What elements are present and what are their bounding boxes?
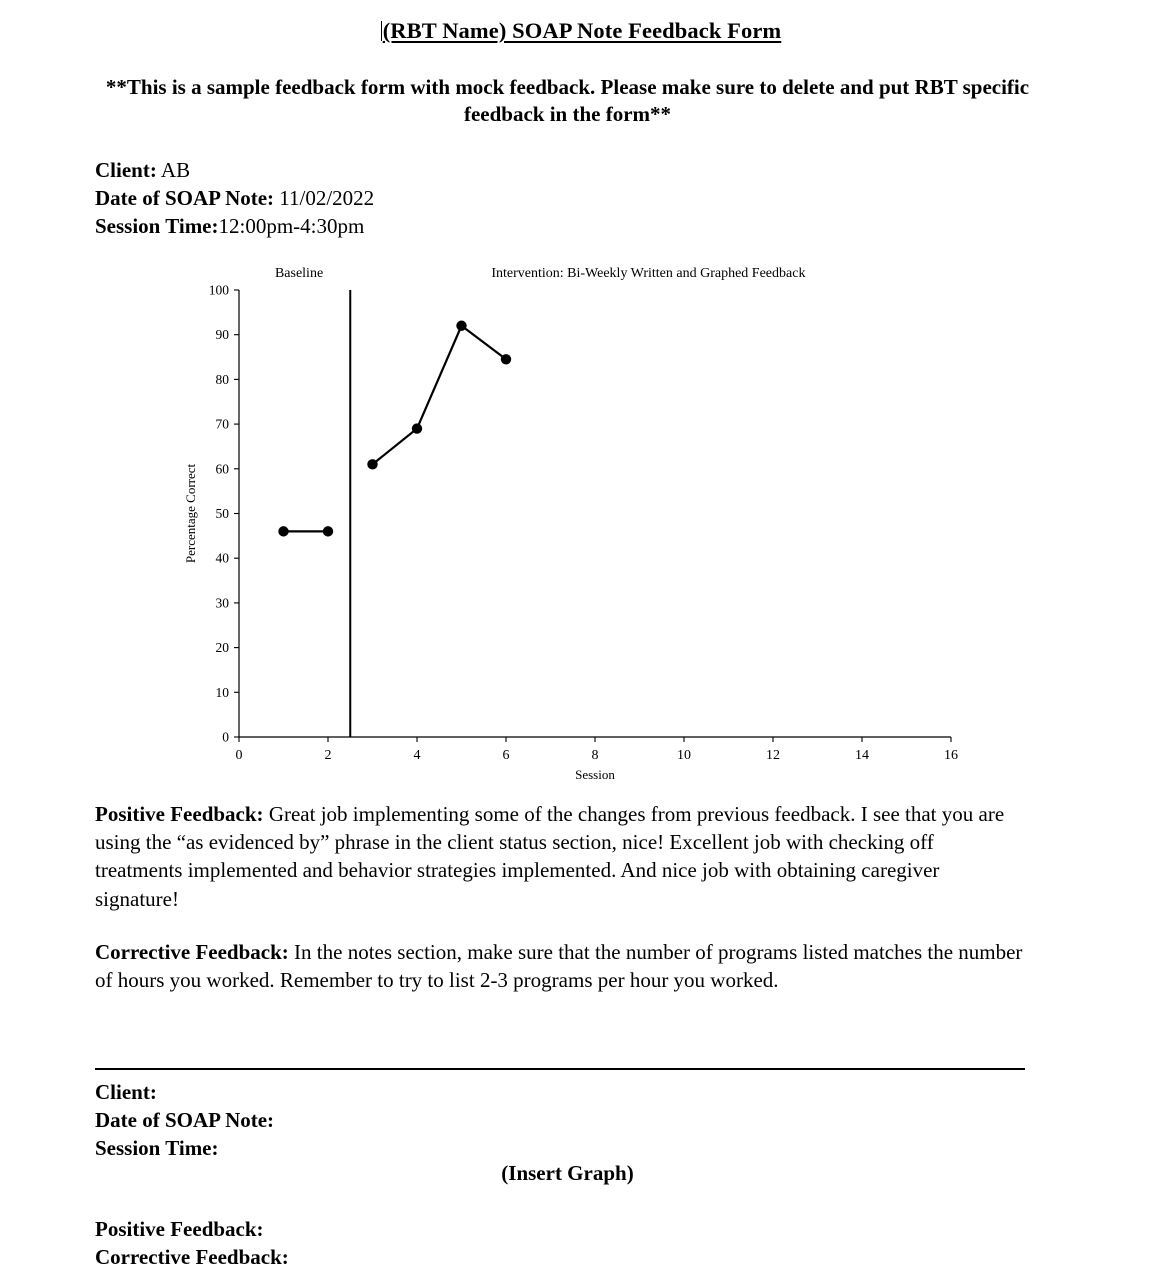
- y-tick-label: 60: [215, 461, 229, 477]
- page-title-text: (RBT Name) SOAP Note Feedback Form: [382, 18, 782, 43]
- date-row: [95, 185, 374, 213]
- chart-canvas: [0, 258, 1010, 793]
- positive-feedback-text: Great job implementing some of the changes from previous feedback. I see that you are using the “as evidenced by” phrase in the client status section, nice! Excellent job with checking off treatments implemented and behavior strategies implemented. And nice job with obtaining caregiver signature!: [95, 802, 1005, 911]
- y-tick-label: 30: [215, 595, 229, 611]
- y-tick-label: 80: [215, 371, 229, 387]
- client-info-block: [95, 157, 374, 241]
- corrective-feedback-text: In the notes section, make sure that the number of programs listed matches the number of hours you worked. Remember to try to list 2-3 programs per hour you worked.: [95, 940, 1023, 993]
- blank-client-label: Client:: [95, 1080, 157, 1104]
- x-tick-label: 4: [413, 748, 421, 763]
- blank-date-label: Date of SOAP Note:: [95, 1107, 275, 1132]
- page-title: [0, 18, 1162, 43]
- y-tick-label: 20: [215, 640, 229, 656]
- phase-label-1: Baseline: [274, 266, 324, 281]
- sample-disclaimer: **This is a sample feedback form with mock feedback. Please make sure to delete and put RBT specific feedback in the form**: [105, 75, 1030, 126]
- session-time-value: 12:00pm-4:30pm: [218, 213, 365, 238]
- x-tick-label: 16: [944, 748, 958, 763]
- session-time-label: Session Time:: [95, 213, 219, 238]
- blank-session-time-label: Session Time:: [95, 1135, 219, 1160]
- y-axis-title: Percentage Correct: [183, 463, 198, 564]
- y-tick-label: 40: [215, 550, 229, 566]
- data-point: [501, 354, 511, 364]
- y-tick-label: 90: [215, 327, 229, 343]
- data-point: [412, 423, 422, 433]
- client-label: Client:: [95, 158, 157, 182]
- progress-chart: [0, 258, 1010, 793]
- x-tick-label: 10: [677, 748, 691, 763]
- session-time-row: [95, 213, 374, 241]
- insert-graph-placeholder: (Insert Graph): [501, 1161, 634, 1185]
- y-tick-label: 0: [222, 729, 229, 745]
- y-tick-label: 50: [215, 506, 229, 521]
- client-row: [95, 157, 374, 185]
- x-tick-label: 12: [766, 748, 780, 763]
- x-tick-label: 0: [235, 748, 243, 763]
- blank-positive-feedback-label: Positive Feedback:: [95, 1217, 264, 1241]
- section-divider: [95, 1068, 1025, 1070]
- text-caret: [381, 21, 382, 41]
- data-point: [456, 321, 466, 331]
- series-line-2: [373, 326, 507, 465]
- date-label: Date of SOAP Note:: [95, 185, 275, 210]
- x-axis-title: Session: [575, 767, 615, 782]
- positive-feedback-label: Positive Feedback:: [95, 802, 264, 826]
- date-value: 11/02/2022: [279, 185, 375, 210]
- x-tick-label: 8: [591, 748, 599, 763]
- y-tick-label: 70: [215, 416, 229, 432]
- y-tick-label: 100: [208, 282, 229, 298]
- blank-corrective-feedback-label: Corrective Feedback:: [95, 1244, 289, 1269]
- positive-feedback-paragraph: [95, 800, 1025, 913]
- x-tick-label: 2: [324, 748, 332, 763]
- client-value: AB: [160, 158, 191, 182]
- phase-label-2: Intervention: Bi-Weekly Written and Graphed Feedback: [491, 266, 806, 281]
- data-point: [367, 459, 377, 469]
- data-point: [323, 526, 333, 536]
- corrective-feedback-label: Corrective Feedback:: [95, 940, 289, 964]
- data-point: [278, 526, 288, 536]
- x-tick-label: 6: [502, 748, 510, 763]
- corrective-feedback-paragraph: [95, 938, 1025, 994]
- x-tick-label: 14: [855, 748, 869, 763]
- y-tick-label: 10: [215, 684, 229, 700]
- blank-template-feedback: [95, 1216, 289, 1272]
- blank-template-info: [95, 1079, 274, 1163]
